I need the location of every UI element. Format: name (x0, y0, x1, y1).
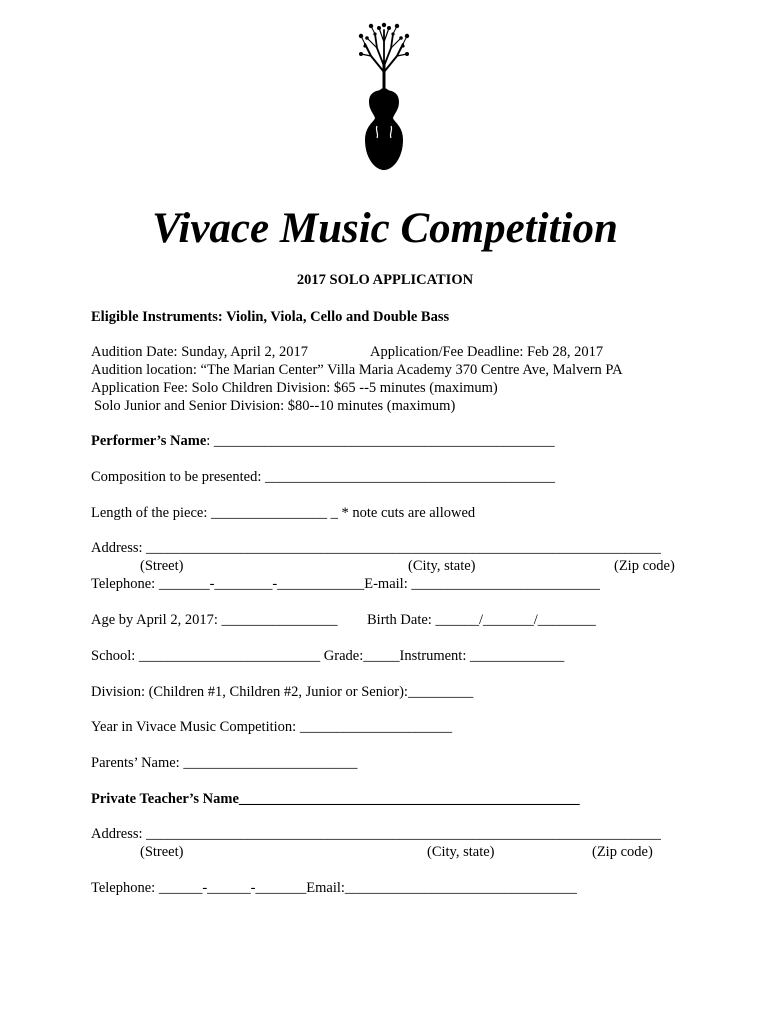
parents-name-field[interactable]: Parents’ Name: ________________________ (91, 755, 358, 771)
application-subtitle: 2017 SOLO APPLICATION (296, 272, 474, 288)
teacher-telephone-email-field[interactable]: Telephone: ______-______-_______Email:________________________________ (91, 880, 577, 896)
length-field[interactable]: Length of the piece: ________________ _ * note cuts are allowed (91, 505, 476, 521)
fee-junior-senior: Solo Junior and Senior Division: $80--10 minutes (maximum) (94, 398, 456, 414)
teacher-street-caption: (Street) (140, 844, 184, 860)
street-caption: (Street) (140, 558, 184, 574)
page-title: Vivace Music Competition (152, 205, 618, 252)
city-state-caption: (City, state) (408, 558, 476, 574)
audition-location: Audition location: “The Marian Center” Villa Maria Academy 370 Centre Ave, Malvern PA (91, 362, 623, 378)
eligible-instruments: Eligible Instruments: Violin, Viola, Cello and Double Bass (91, 309, 450, 325)
birth-date-field[interactable]: Birth Date: ______/_______/________ (367, 612, 596, 628)
division-field[interactable]: Division: (Children #1, Children #2, Junior or Senior):_________ (91, 684, 474, 700)
fee-children: Application Fee: Solo Children Division: $65 --5 minutes (maximum) (91, 380, 498, 396)
teacher-zip-caption: (Zip code) (592, 844, 653, 860)
age-field[interactable]: Age by April 2, 2017: ________________ (91, 612, 338, 628)
performer-name-line: : _______________________________________________ (206, 433, 555, 449)
performer-name-field[interactable] (91, 433, 555, 450)
year-field[interactable]: Year in Vivace Music Competition: _____________________ (91, 719, 453, 735)
audition-date: Audition Date: Sunday, April 2, 2017 (91, 344, 308, 360)
teacher-city-state-caption: (City, state) (427, 844, 495, 860)
performer-name-label: Performer’s Name (91, 433, 207, 449)
private-teacher-field[interactable]: Private Teacher’s Name_______________________________________________ (91, 791, 580, 807)
telephone-email-field[interactable]: Telephone: _______-________-____________E-mail: __________________________ (91, 576, 600, 592)
teacher-address-field[interactable]: Address: _______________________________________________________________________ (91, 826, 661, 842)
zip-caption: (Zip code) (614, 558, 675, 574)
application-deadline: Application/Fee Deadline: Feb 28, 2017 (370, 344, 604, 360)
school-grade-instrument-field[interactable]: School: _________________________ Grade:_____Instrument: _____________ (91, 648, 565, 664)
tree-violin-icon (355, 22, 413, 172)
address-field[interactable]: Address: _______________________________________________________________________ (91, 540, 661, 556)
composition-field[interactable]: Composition to be presented: ________________________________________ (91, 469, 555, 485)
